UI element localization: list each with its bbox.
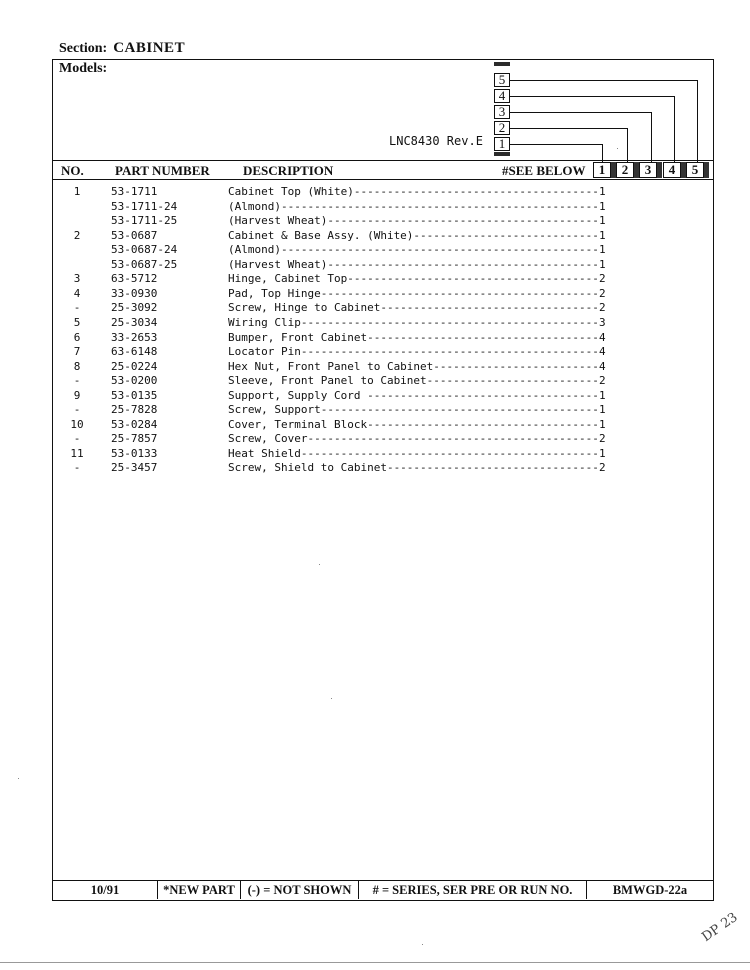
scan-speck xyxy=(617,148,618,149)
table-row xyxy=(53,331,713,345)
part-description: Heat Shield--------------------------------------------- xyxy=(228,446,599,460)
header-part-number: PART NUMBER xyxy=(115,163,210,178)
part-number: 33-0930 xyxy=(111,286,158,300)
table-row xyxy=(53,389,713,403)
part-quantity: 1 xyxy=(599,243,606,257)
table-row xyxy=(53,316,713,330)
models-label: Models: xyxy=(59,61,108,76)
header-col-5: 5 xyxy=(686,162,704,178)
row-number: - xyxy=(73,301,81,315)
part-number: 25-3092 xyxy=(111,301,158,315)
table-row xyxy=(53,345,713,359)
part-quantity: 2 xyxy=(599,301,606,315)
part-number: 25-0224 xyxy=(111,359,158,373)
part-description: (Harvest Wheat)----------------------------------------- xyxy=(228,214,599,228)
header-col-2: 2 xyxy=(616,162,634,178)
header-col-3: 3 xyxy=(639,162,657,178)
part-number: 53-0687 xyxy=(111,228,158,242)
part-quantity: 4 xyxy=(599,359,606,373)
part-description: Sleeve, Front Panel to Cabinet-------------------------- xyxy=(228,374,599,388)
part-number: 53-1711 xyxy=(111,185,158,198)
section-title xyxy=(59,40,185,57)
scan-speck xyxy=(331,698,332,699)
part-quantity: 1 xyxy=(599,388,606,402)
part-description: (Almond)------------------------------------------------ xyxy=(228,199,599,213)
part-number: 53-0284 xyxy=(111,417,158,431)
header-col-1: 1 xyxy=(593,162,611,178)
table-row xyxy=(53,287,713,301)
footer-form-code: BMWGD-22a xyxy=(612,883,688,897)
footer-not-shown: (-) = NOT SHOWN xyxy=(241,881,359,899)
section-value: CABINET xyxy=(113,40,186,56)
part-number: 53-1711-24 xyxy=(111,199,178,213)
part-quantity: 1 xyxy=(599,257,606,271)
row-number: 1 xyxy=(73,185,81,198)
series-box-4: 4 xyxy=(494,89,510,103)
table-row xyxy=(53,229,713,243)
header-no: NO. xyxy=(61,163,84,178)
part-quantity: 3 xyxy=(599,315,606,329)
series-box-5: 5 xyxy=(494,73,510,87)
part-number: 53-0200 xyxy=(111,374,158,388)
table-row xyxy=(53,214,713,228)
row-number: 11 xyxy=(70,446,84,460)
part-quantity: 1 xyxy=(599,199,606,213)
row-number: 2 xyxy=(73,228,81,242)
part-description: Screw, Cover-------------------------------------------- xyxy=(228,432,599,446)
part-description: Cover, Terminal Block----------------------------------- xyxy=(228,417,599,431)
part-quantity: 1 xyxy=(599,417,606,431)
part-description: Cabinet & Base Assy. (White)---------------------------- xyxy=(228,228,599,242)
part-description: Cabinet Top (White)------------------------------------- xyxy=(228,185,599,198)
part-quantity: 2 xyxy=(599,286,606,300)
table-row xyxy=(53,360,713,374)
part-description: Screw, Support------------------------------------------ xyxy=(228,403,599,417)
table-row xyxy=(53,301,713,315)
part-quantity: 2 xyxy=(599,272,606,286)
part-description: Bumper, Front Cabinet----------------------------------- xyxy=(228,330,599,344)
part-number: 53-0135 xyxy=(111,388,158,402)
part-number: 25-3457 xyxy=(111,461,158,475)
part-number: 25-7828 xyxy=(111,403,158,417)
part-quantity: 4 xyxy=(599,345,606,359)
table-row xyxy=(53,374,713,388)
footer-new-part: *NEW PART xyxy=(158,881,241,899)
row-number: 5 xyxy=(73,315,81,329)
table-row xyxy=(53,185,713,199)
part-number: 33-2653 xyxy=(111,330,158,344)
series-marker xyxy=(494,152,510,156)
header-col-separator xyxy=(704,162,709,178)
row-number: 3 xyxy=(73,272,81,286)
part-description: Hex Nut, Front Panel to Cabinet------------------------- xyxy=(228,359,599,373)
part-description: (Almond)------------------------------------------------ xyxy=(228,243,599,257)
part-number: 53-1711-25 xyxy=(111,214,178,228)
scan-speck xyxy=(18,778,19,779)
series-box-1: 1 xyxy=(494,137,510,151)
row-number: 9 xyxy=(73,388,81,402)
table-row xyxy=(53,243,713,257)
page-mark: DP 23 xyxy=(699,909,741,946)
table-row xyxy=(53,432,713,446)
part-description: Pad, Top Hinge------------------------------------------ xyxy=(228,286,599,300)
part-quantity: 1 xyxy=(599,185,606,198)
table-row xyxy=(53,258,713,272)
series-box-2: 2 xyxy=(494,121,510,135)
row-number: 6 xyxy=(73,330,81,344)
part-quantity: 4 xyxy=(599,330,606,344)
part-description: Support, Supply Cord ----------------------------------- xyxy=(228,388,599,402)
model-revision: LNC8430 Rev.E xyxy=(389,134,483,148)
part-number: 63-6148 xyxy=(111,345,158,359)
part-number: 25-7857 xyxy=(111,432,158,446)
section-label: Section: xyxy=(59,41,108,56)
header-description: DESCRIPTION xyxy=(243,163,334,178)
scan-speck xyxy=(422,944,423,945)
part-quantity: 1 xyxy=(599,446,606,460)
part-description: Wiring Clip--------------------------------------------- xyxy=(228,315,599,329)
row-number: - xyxy=(73,374,81,388)
table-row xyxy=(53,272,713,286)
part-number: 53-0133 xyxy=(111,446,158,460)
series-marker xyxy=(494,62,510,66)
parts-list-frame xyxy=(52,59,714,901)
part-quantity: 1 xyxy=(599,228,606,242)
table-row xyxy=(53,200,713,214)
part-quantity: 2 xyxy=(599,432,606,446)
table-header xyxy=(53,160,713,180)
page-bottom-rule xyxy=(0,962,750,963)
part-number: 63-5712 xyxy=(111,272,158,286)
scan-speck xyxy=(319,564,320,565)
footer-series-note: # = SERIES, SER PRE OR RUN NO. xyxy=(359,881,587,899)
part-number: 25-3034 xyxy=(111,315,158,329)
part-description: Locator Pin--------------------------------------------- xyxy=(228,345,599,359)
row-number: - xyxy=(73,432,81,446)
part-description: Screw, Shield to Cabinet-------------------------------- xyxy=(228,461,599,475)
part-quantity: 1 xyxy=(599,214,606,228)
row-number: 7 xyxy=(73,345,81,359)
part-quantity: 2 xyxy=(599,374,606,388)
footer-legend xyxy=(53,880,713,900)
part-quantity: 1 xyxy=(599,403,606,417)
series-box-3: 3 xyxy=(494,105,510,119)
row-number: 10 xyxy=(70,417,84,431)
header-see-below: #SEE BELOW xyxy=(502,163,586,178)
part-description: Screw, Hinge to Cabinet--------------------------------- xyxy=(228,301,599,315)
footer-date: 10/91 xyxy=(53,881,158,899)
part-quantity: 2 xyxy=(599,461,606,475)
table-row xyxy=(53,403,713,417)
header-col-4: 4 xyxy=(663,162,681,178)
part-number: 53-0687-24 xyxy=(111,243,178,257)
row-number: 4 xyxy=(73,286,81,300)
header-col-separator xyxy=(657,162,662,178)
table-row xyxy=(53,461,713,475)
part-description: Hinge, Cabinet Top-------------------------------------- xyxy=(228,272,599,286)
part-number: 53-0687-25 xyxy=(111,257,178,271)
row-number: - xyxy=(73,461,81,475)
table-row xyxy=(53,418,713,432)
table-row xyxy=(53,447,713,461)
row-number: 8 xyxy=(73,359,81,373)
part-description: (Harvest Wheat)----------------------------------------- xyxy=(228,257,599,271)
row-number: - xyxy=(73,403,81,417)
